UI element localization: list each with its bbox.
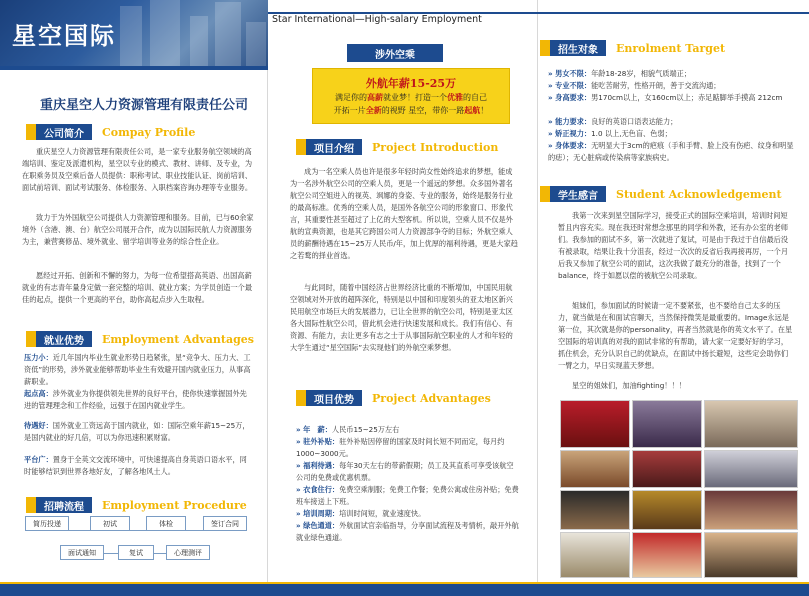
section-title-en: Employment Advantages — [102, 332, 255, 346]
employment-adv-item: 待遇好：国外就业工资远高于国内就业，如：国际空乘年薪15~25万，是国内就业的好几倍，可以为你迅速积累财富。 — [24, 421, 250, 442]
section-header-profile — [26, 124, 195, 140]
project-adv-item: » 衣食住行：免费空乘制服；免费工作餐；免费公寓或住房补贴；免费班车接送上下班。 — [296, 485, 519, 506]
project-adv-item: » 年 薪：人民币15~25万左右 — [296, 425, 400, 434]
top-rule — [538, 12, 809, 14]
section-title-en: Student Acknowledgement — [616, 187, 782, 201]
enrolment-item: » 能力要求：良好的英语口语表达能力； — [548, 117, 678, 126]
crew-photo — [560, 532, 630, 578]
enrolment-item: » 专业不限：能吃苦耐劳，性格开朗，善于交流沟通； — [548, 81, 721, 90]
project-adv-item: » 培训周期：培训时间短，就业速度快。 — [296, 509, 426, 518]
section-header-project-adv — [296, 390, 491, 406]
crew-photo — [704, 490, 798, 530]
testimony-paragraph-2: 姐妹们，参加面试的时候请一定不要紧张，也不要给自己太多的压力，就当做是在和面试官聊天，当然保持微笑是最重要的。Image永远是第一位，其次就是你的personality，再者当然就是你的英文水平了。在星空国际的培训真的对我的面试非常的有帮助，请大家一定要好好的学习，抓住机会，充分认识自己的优缺点，在面试中扬长避短，这些定会助你们一臂之力，早日实现蓝天梦想。 — [558, 301, 793, 370]
crew-photo — [632, 400, 702, 448]
profile-paragraph-1: 重庆星空人力资源管理有限责任公司，是一家专业服务航空领域的高端培训、鉴定及派遣机构，星空以专业的模式、教材、讲师、及专业，为在职乘务员及空乘后备人员提供：职称考试、职业技能认证、岗前培训、面试前培训、面试考试服务、体检服务、入职档案咨询办理等专业服务。 — [22, 147, 253, 192]
enrolment-item: » 矫正视力：1.0 以上,无色盲、色弱； — [548, 129, 672, 138]
testimony-paragraph-1: 我第一次来到星空国际学习，接受正式的国际空乘培训，培训时间短暂且内容充实。现在我还时常想念那里的同学和外教，还有办公室的老师们。我参加的面试不多，第一次就进了复试，可是由于我过于自信最后没有被录取，结果让我十分沮丧，经过一次次的反省后我再接再厉，一个月后我又参加了航空公司的面试，这次我做了最充分的准备，找到了一个balance，终于如愿以偿的被航空公司录取。 — [558, 211, 789, 280]
crew-photo — [560, 400, 630, 448]
photo-collage — [560, 400, 798, 578]
header-skyscraper-image — [0, 0, 268, 66]
abroad-tag: 涉外空乘 — [347, 44, 443, 62]
bottom-bar — [0, 584, 809, 596]
crew-photo — [632, 532, 702, 578]
section-header-testimony — [540, 186, 782, 202]
section-title-cn: 学生感言 — [550, 186, 606, 202]
step-psych-test: 心理测评 — [166, 545, 210, 560]
section-header-employment-adv — [26, 331, 254, 347]
profile-paragraph-3: 愿经过开拓、创新和不懈的努力，为每一位希望搭高英语、出国高薪就业的有志青年量身定做一套完整的培训、就业方案；为学员创造一个最佳的起点，提供一个更高的平台，助你高起点步入生取程。 — [22, 271, 253, 304]
section-title-cn: 招聘流程 — [36, 497, 92, 513]
enrolment-item: » 身体要求：无明显大于3cm的疤痕（手和手臂、脸上没有伤疤、纹身和明显的痣）；无心脏病或传染病等家族病史。 — [548, 141, 794, 162]
promo-line-1: 满足你的高薪就业梦！打造一个优雅的自己 — [335, 93, 487, 102]
section-title-en: Employment Procedure — [102, 498, 247, 512]
employment-adv-item: 平台广：置身于全英文交流环境中，可快速提高自身英语口语水平，同时能够结识到世界各地好友，了解各地风土人。 — [24, 455, 247, 476]
section-title-en: Enrolment Target — [616, 41, 726, 55]
step-contract: 签订合同 — [203, 516, 247, 531]
promo-line-2: 开拓一片全新的视野 星空，带你一路起航！ — [333, 106, 489, 115]
slogan-en: Star International—High-salary Employment — [272, 14, 482, 25]
step-medical: 体检 — [146, 516, 186, 531]
employment-adv-item: 起点高：涉外就业为你提供领先世界的良好平台，使你快速掌握国外先进的管理理念和工作经验，远强于在国内就业学生。 — [24, 389, 247, 410]
enrolment-item: » 身高要求：男170cm以上，女160cm以上；赤足踮脚举手摸高 212cm — [548, 93, 783, 102]
crew-photo — [704, 400, 798, 448]
section-header-procedure — [26, 497, 247, 513]
section-title-cn: 项目介绍 — [306, 139, 362, 155]
section-title-cn: 就业优势 — [36, 331, 92, 347]
employment-adv-item: 压力小：近几年国内毕业生就业形势日趋紧张，星“竞争大、压力大、工资低”的形势，涉外就业能够帮助毕业生有效避开国内就业压力，从事高薪职业。 — [24, 353, 251, 386]
section-title-en: Project Introduction — [372, 140, 499, 154]
promo-box — [312, 68, 510, 124]
logo-text: 星空国际 — [12, 21, 116, 50]
section-header-project-intro — [296, 139, 498, 155]
crew-photo — [632, 490, 702, 530]
crew-photo — [560, 490, 630, 530]
project-intro-paragraph-2: 与此同时，随着中国经济占世界经济比重的不断增加，中国民用航空领域对外开放的超阵深化，特别是以中国和印度领头的亚太地区新兴民用航空市场巨大的发展潜力，已让全世界的航空公司，特别是亚太区各大国际性航空公司，借此机会进行快速发展和成长。我们有信心、有资源、有能力，去让更多有志之士于从事国际航空职业的人才和年轻的大学生通过“星空国际”去实现他们的外航空乘梦想。 — [290, 283, 513, 352]
step-second-interview: 复试 — [118, 545, 154, 560]
step-resume: 简历投递 — [25, 516, 69, 531]
section-header-enrolment — [540, 40, 725, 56]
left-column — [0, 0, 268, 596]
project-adv-item: » 福利待遇：每年30天左右的带薪假期；员工及其直系可享受该航空公司的免费或优惠机票。 — [296, 461, 514, 482]
company-name: 重庆星空人力资源管理有限责任公司 — [40, 98, 249, 113]
project-adv-item: » 驻外补贴：驻外补贴因停留的国家及时间长短不同而定，每月约1000~3000元。 — [296, 437, 505, 458]
crew-photo — [632, 450, 702, 488]
section-title-cn: 招生对象 — [550, 40, 606, 56]
section-title-en: Compay Profile — [102, 125, 196, 139]
crew-photo — [704, 450, 798, 488]
header-strip — [0, 66, 268, 70]
profile-paragraph-2: 致力于为外国航空公司提供人力资源管理和服务。目前，已与60余家境外（含港、澳、台）航空公司展开合作，成为以国际民航人力资源服务为主，兼营赛修品、境外就业、留学培训等业务的综合性企业。 — [22, 213, 254, 246]
step-first-interview: 初试 — [90, 516, 130, 531]
step-notice: 面试通知 — [60, 545, 104, 560]
enrolment-item: » 男女不限：年龄18-28岁，相貌气质端正； — [548, 69, 692, 78]
crew-photo — [560, 450, 630, 488]
testimony-paragraph-3: 星空的姐妹们，加油fighting！！！ — [572, 381, 686, 390]
section-title-en: Project Advantages — [372, 391, 491, 405]
project-intro-paragraph-1: 成为一名空乘人员也许是很多年轻时尚女性始终追求的梦想，能成为一名涉外航空公司的空乘人员，更是一个遥远的梦想。众多国外著名航空公司空姐进入的视英、飒娜的身姿、专业的服务，始终是服务行业的最高标准。优秀的空乘人员，是国外各航空公司的形象窗口、形象代言，其重要性甚至超过了上亿的大型客机。所以说，空乘人员不仅是外航的宣典资源，也是其它跨国公司人力资源部争夺的目标；外航空乘人员的薪酬待遇在15~25万人民币/年，加上优厚的福利待遇，更是大家趋之若鹜的择业首选。 — [290, 167, 518, 260]
project-adv-item: » 绿色通道：外航面试官亲临指导，分享面试流程及考情析，敲开外航就业绿色通道。 — [296, 521, 519, 542]
crew-photo — [704, 532, 798, 578]
promo-salary: 外航年薪15-25万 — [365, 77, 457, 90]
section-title-cn: 项目优势 — [306, 390, 362, 406]
section-title-cn: 公司简介 — [36, 124, 92, 140]
